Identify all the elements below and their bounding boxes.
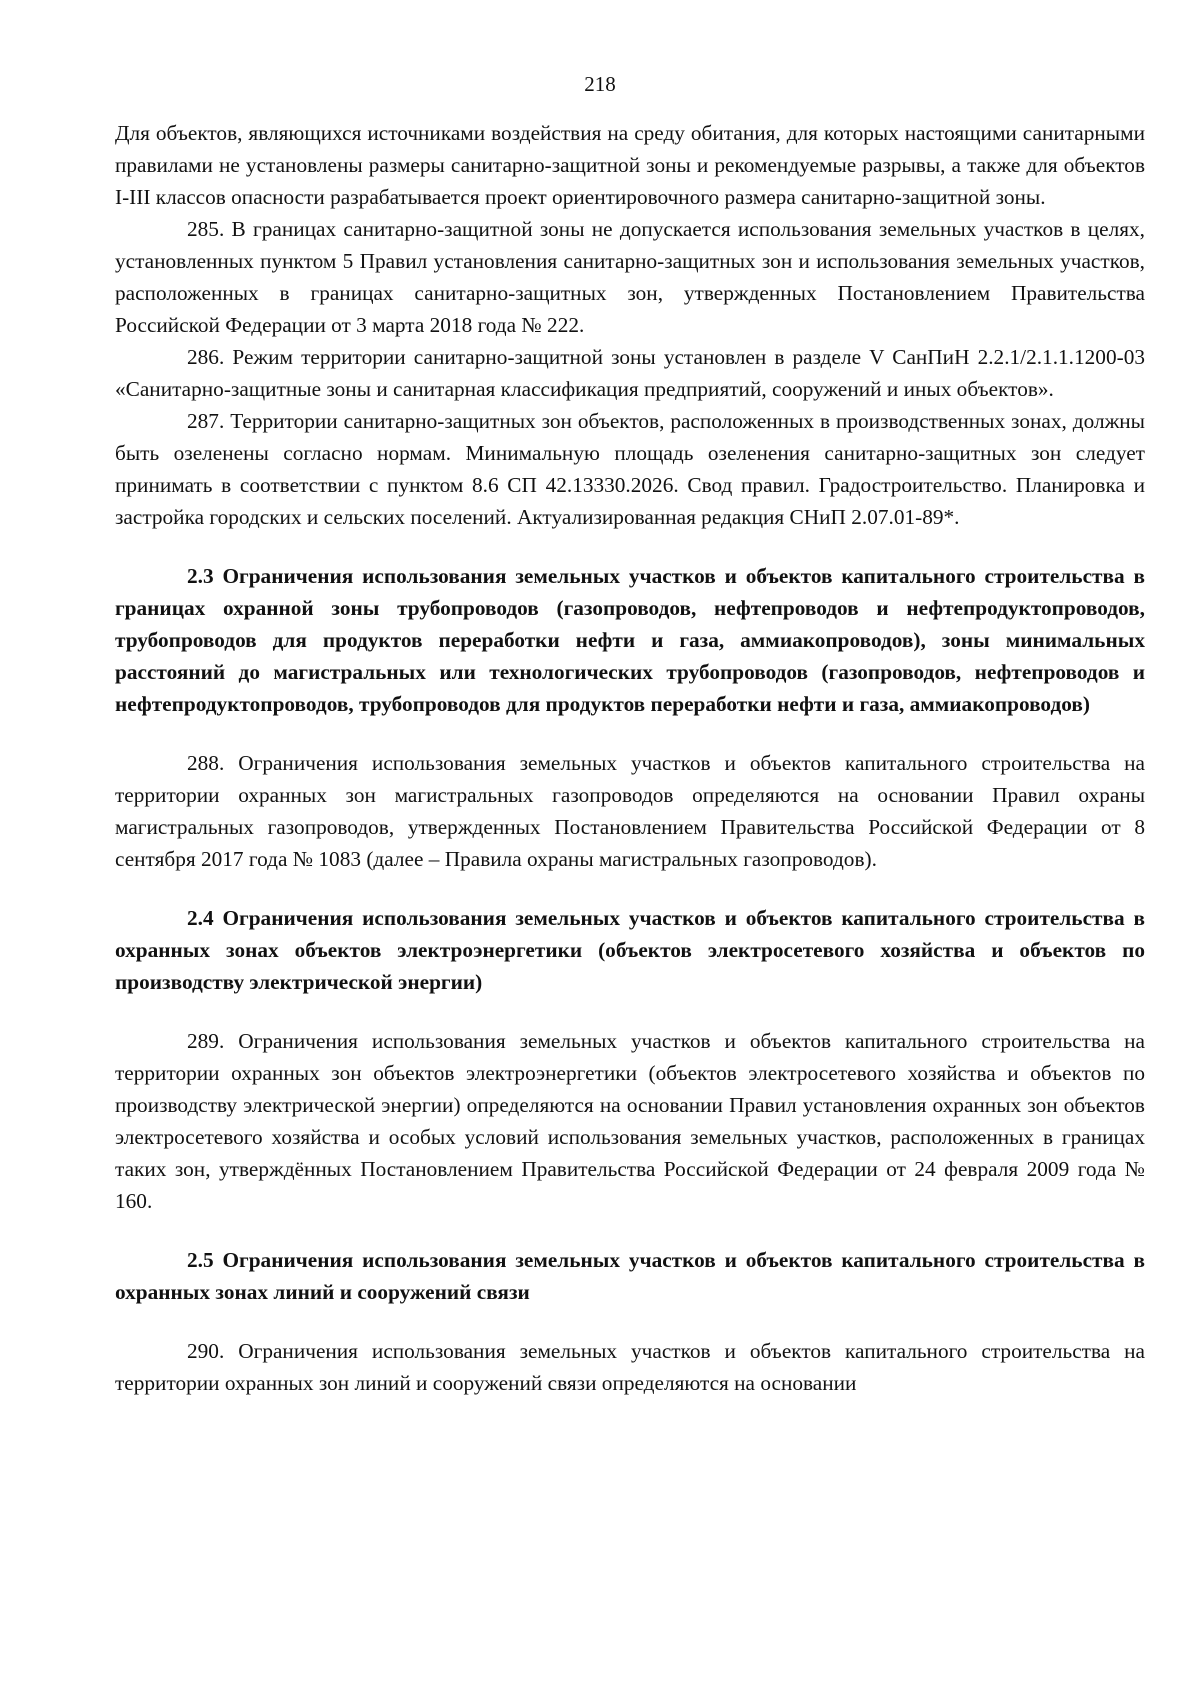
paragraph-288: 288. Ограничения использования земельных участков и объектов капитального строительства на территории охранных зон магистральных газопроводов определяются на основании Правил охраны магистральных газопроводов, утвержденных Постановлением Правительства Российской Федерации от 8 сентября 2017 года № 1083 (далее – Правила охраны магистральных газопроводов).: [115, 751, 1145, 871]
section-heading-2-5: 2.5 Ограничения использования земельных участков и объектов капитального строительства в охранных зонах линий и сооружений связи: [115, 1248, 1145, 1304]
paragraph-287: 287. Территории санитарно-защитных зон объектов, расположенных в производственных зонах, должны быть озеленены согласно нормам. Минимальную площадь озеленения санитарно-защитных зон следует принимать в соответствии с пунктом 8.6 СП 42.13330.2026. Свод правил. Градостроительство. Планировка и застройка городских и сельских поселений. Актуализированная редакция СНиП 2.07.01-89*.: [115, 409, 1145, 529]
paragraph-289: 289. Ограничения использования земельных участков и объектов капитального строительства на территории охранных зон объектов электроэнергетики (объектов электросетевого хозяйства и объектов по производству электрической энергии) определяются на основании Правил установления охранных зон объектов электросетевого хозяйства и особых условий использования земельных участков, расположенных в границах таких зон, утверждённых Постановлением Правительства Российской Федерации от 24 февраля 2009 года № 160.: [115, 1029, 1145, 1213]
section-heading-2-4: 2.4 Ограничения использования земельных участков и объектов капитального строительства в охранных зонах объектов электроэнергетики (объектов электросетевого хозяйства и объектов по производству электрической энергии): [115, 906, 1145, 994]
paragraph-290: 290. Ограничения использования земельных участков и объектов капитального строительства на территории охранных зон линий и сооружений связи определяются на основании: [115, 1339, 1145, 1395]
page-number: 218: [584, 72, 616, 96]
document-body: [115, 117, 1145, 1399]
paragraph-intro: Для объектов, являющихся источниками воздействия на среду обитания, для которых настоящими санитарными правилами не установлены размеры санитарно-защитной зоны и рекомендуемые разрывы, а также для объектов I-III классов опасности разрабатывается проект ориентировочного размера санитарно-защитной зоны.: [115, 121, 1145, 209]
paragraph-285: 285. В границах санитарно-защитной зоны не допускается использования земельных участков в целях, установленных пунктом 5 Правил установления санитарно-защитных зон и использования земельных участков, расположенных в границах санитарно-защитных зон, утвержденных Постановлением Правительства Российской Федерации от 3 марта 2018 года № 222.: [115, 217, 1145, 337]
section-heading-2-3: 2.3 Ограничения использования земельных участков и объектов капитального строительства в границах охранной зоны трубопроводов (газопроводов, нефтепроводов и нефтепродуктопроводов, трубопроводов для продуктов переработки нефти и газа, аммиакопроводов), зоны минимальных расстояний до магистральных или технологических трубопроводов (газопроводов, нефтепроводов и нефтепродуктопроводов, трубопроводов для продуктов переработки нефти и газа, аммиакопроводов): [115, 564, 1145, 716]
paragraph-286: 286. Режим территории санитарно-защитной зоны установлен в разделе V СанПиН 2.2.1/2.1.1.1200-03 «Санитарно-защитные зоны и санитарная классификация предприятий, сооружений и иных объектов».: [115, 345, 1145, 401]
